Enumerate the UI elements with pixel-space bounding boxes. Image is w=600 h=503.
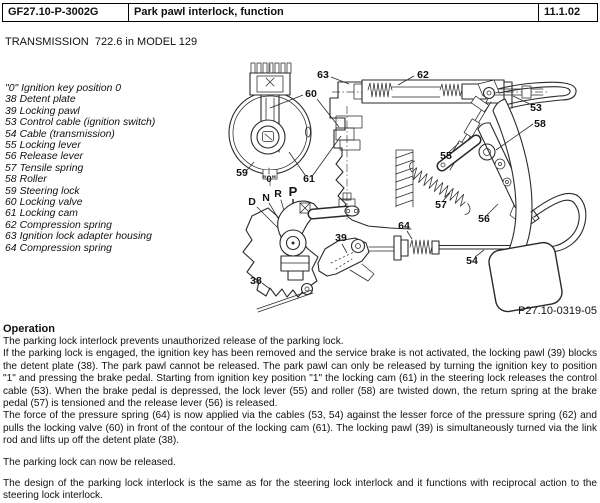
park-pawl-diagram <box>225 58 600 323</box>
callout-61: 61 <box>303 173 315 185</box>
locking-pawl <box>318 238 374 281</box>
doc-number: GF27.10-P-3002G <box>3 4 129 21</box>
callout-56: 56 <box>478 213 490 225</box>
transmission-subtitle: TRANSMISSION 722.6 in MODEL 129 <box>5 36 198 48</box>
callout-60: 60 <box>305 88 317 100</box>
callout-38: 38 <box>250 275 262 287</box>
operation-paragraph: The parking lock interlock prevents unauthorized release of the parking lock. <box>3 336 344 347</box>
callout-39: 39 <box>335 232 347 244</box>
doc-date: 11.1.02 <box>544 6 581 18</box>
operation-paragraph: If the parking lock is engaged, the ignition key has been removed and the service brake is not activated, the locking pawl (39) blocks the detent plate (38). The park pawl cannot be released. The park pawl can only be released by turning the ignition key to position "1" and pressing the brake pedal. Starting from ignition key position "1" the locking cam (61) in the steering lock releases the control cable (53). When the brake pedal is depressed, the lock lever (55) and roller (58) are twisted down, the return spring at the brake pedal (57) is tensioned and the release lever (56) is released. <box>3 348 597 410</box>
brake-pedal-pad <box>487 241 564 314</box>
position-r: R <box>274 188 282 200</box>
legend-item: 64 Compression spring <box>5 242 112 254</box>
callout-57: 57 <box>435 199 447 211</box>
legend-item: 61 Locking cam <box>5 208 78 220</box>
position-d: D <box>248 196 256 208</box>
roller <box>479 144 495 160</box>
callout-58: 58 <box>534 118 546 130</box>
operation-paragraph: The force of the pressure spring (64) is now applied via the cables (53, 54) against the lesser force of the pressure spring (62) and pulls the locking valve (60) in front of the contour of the locking cam (61). The locking pawl (39) is simultaneously turned via the link rod and lifts up off the detent plate (38). <box>3 410 597 447</box>
callout-63: 63 <box>317 69 329 81</box>
cable-54 <box>439 246 510 250</box>
legend-item: 39 Locking pawl <box>5 105 80 117</box>
figure-number: P27.10-0319-05 <box>518 305 597 317</box>
connector-teeth <box>251 63 291 73</box>
doc-title: Park pawl interlock, function <box>129 4 539 21</box>
callout-53: 53 <box>530 102 542 114</box>
callout-55: 55 <box>440 150 452 162</box>
position-p: P <box>288 184 298 199</box>
spring-coil <box>410 240 432 254</box>
technical-diagram <box>225 58 600 323</box>
legend-item: 38 Detent plate <box>5 94 76 106</box>
legend-item: 56 Release lever <box>5 151 84 163</box>
legend-item: 62 Compression spring <box>5 219 112 231</box>
link-rod-and-spring-64 <box>369 236 510 260</box>
operation-paragraph: The design of the parking lock interlock is the same as for the steering lock interlock and it functions with reciprocal action to the steering lock interlock. <box>3 478 597 502</box>
operation-paragraph: The parking lock can now be released. <box>3 456 176 468</box>
legend-item: 63 Ignition lock adapter housing <box>5 231 152 243</box>
parts-legend <box>5 83 155 254</box>
callout-0: "0" <box>261 174 277 185</box>
selector-rod <box>313 206 359 216</box>
compression-spring-62-assembly <box>354 80 543 103</box>
callout-64: 64 <box>398 220 410 232</box>
legend-item: "0" Ignition key position 0 <box>5 83 122 94</box>
bulkhead-hatch <box>396 150 413 207</box>
legend-item: 57 Tensile spring <box>5 162 84 174</box>
brake-pedal-arm <box>493 99 532 253</box>
legend-item: 60 Locking valve <box>5 197 83 209</box>
legend-item: 58 Roller <box>5 174 47 186</box>
callout-62: 62 <box>417 69 429 81</box>
steering-lock <box>229 63 311 179</box>
legend-item: 59 Steering lock <box>5 185 80 197</box>
callout-54: 54 <box>466 255 478 267</box>
legend-item: 55 Locking lever <box>5 140 81 152</box>
legend-item: 53 Control cable (ignition switch) <box>5 117 156 129</box>
callout-59: 59 <box>236 167 248 179</box>
operation-heading: Operation <box>3 323 55 335</box>
document-header-bar <box>2 3 598 22</box>
legend-item: 54 Cable (transmission) <box>5 128 115 140</box>
position-n: N <box>262 192 270 204</box>
operation-section <box>3 323 597 503</box>
